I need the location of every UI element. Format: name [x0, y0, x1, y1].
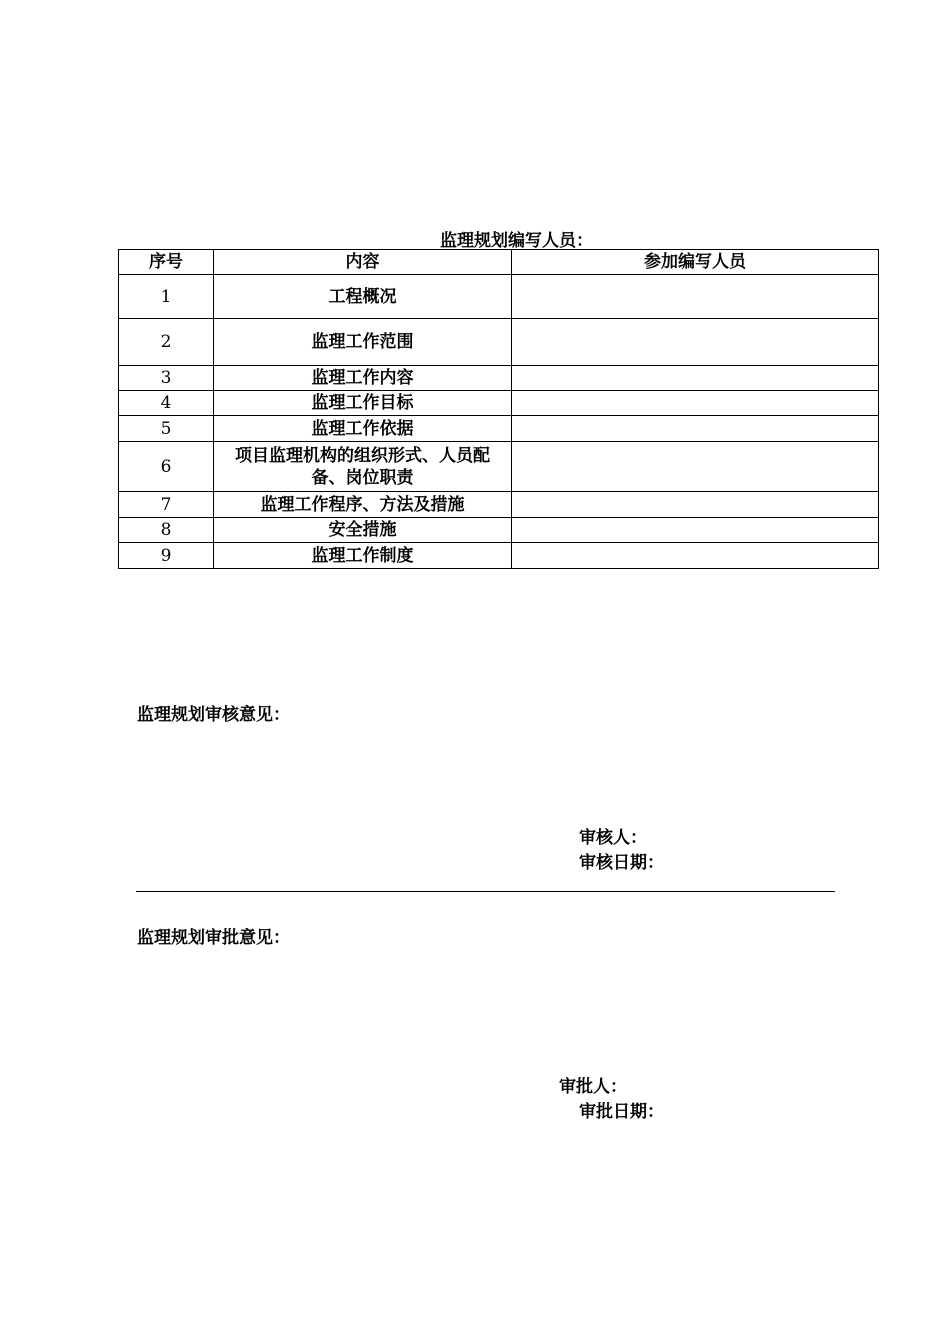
row-content: 监理工作制度: [214, 543, 512, 569]
row-staff[interactable]: [512, 442, 879, 492]
row-seq: 7: [119, 492, 214, 518]
row-staff[interactable]: [512, 492, 879, 518]
approval-date-label: 审批日期：: [579, 1102, 664, 1122]
approver-label: 审批人：: [559, 1077, 627, 1097]
row-seq: 3: [119, 366, 214, 391]
row-content: 安全措施: [214, 518, 512, 543]
row-staff[interactable]: [512, 275, 879, 319]
document-title: 监理规划编写人员：: [440, 231, 593, 251]
row-content: 监理工作程序、方法及措施: [214, 492, 512, 518]
authors-table: [118, 249, 879, 569]
table-row: [119, 518, 879, 543]
row-seq: 5: [119, 416, 214, 442]
section-divider: [136, 891, 835, 892]
review-date-label: 审核日期：: [579, 853, 664, 873]
reviewer-label: 审核人：: [579, 828, 647, 848]
table-row: [119, 442, 879, 492]
review-opinion-label: 监理规划审核意见：: [137, 705, 290, 725]
table-row: [119, 319, 879, 366]
header-content: 内容: [214, 250, 512, 275]
row-content: 监理工作范围: [214, 319, 512, 366]
approval-opinion-label: 监理规划审批意见：: [137, 928, 290, 948]
row-seq: 6: [119, 442, 214, 492]
row-staff[interactable]: [512, 518, 879, 543]
table-row: [119, 275, 879, 319]
table-row: [119, 543, 879, 569]
table-header-row: [119, 250, 879, 275]
row-staff[interactable]: [512, 416, 879, 442]
row-staff[interactable]: [512, 366, 879, 391]
table-row: [119, 366, 879, 391]
header-staff: 参加编写人员: [512, 250, 879, 275]
row-seq: 8: [119, 518, 214, 543]
row-seq: 2: [119, 319, 214, 366]
row-seq: 9: [119, 543, 214, 569]
row-content: 监理工作依据: [214, 416, 512, 442]
row-content: 监理工作目标: [214, 391, 512, 416]
row-seq: 1: [119, 275, 214, 319]
table-row: [119, 391, 879, 416]
row-staff[interactable]: [512, 319, 879, 366]
table-row: [119, 492, 879, 518]
row-seq: 4: [119, 391, 214, 416]
row-staff[interactable]: [512, 391, 879, 416]
row-staff[interactable]: [512, 543, 879, 569]
header-seq: 序号: [119, 250, 214, 275]
row-content: 监理工作内容: [214, 366, 512, 391]
row-content: 工程概况: [214, 275, 512, 319]
row-content: 项目监理机构的组织形式、人员配备、岗位职责: [214, 442, 512, 492]
table-row: [119, 416, 879, 442]
